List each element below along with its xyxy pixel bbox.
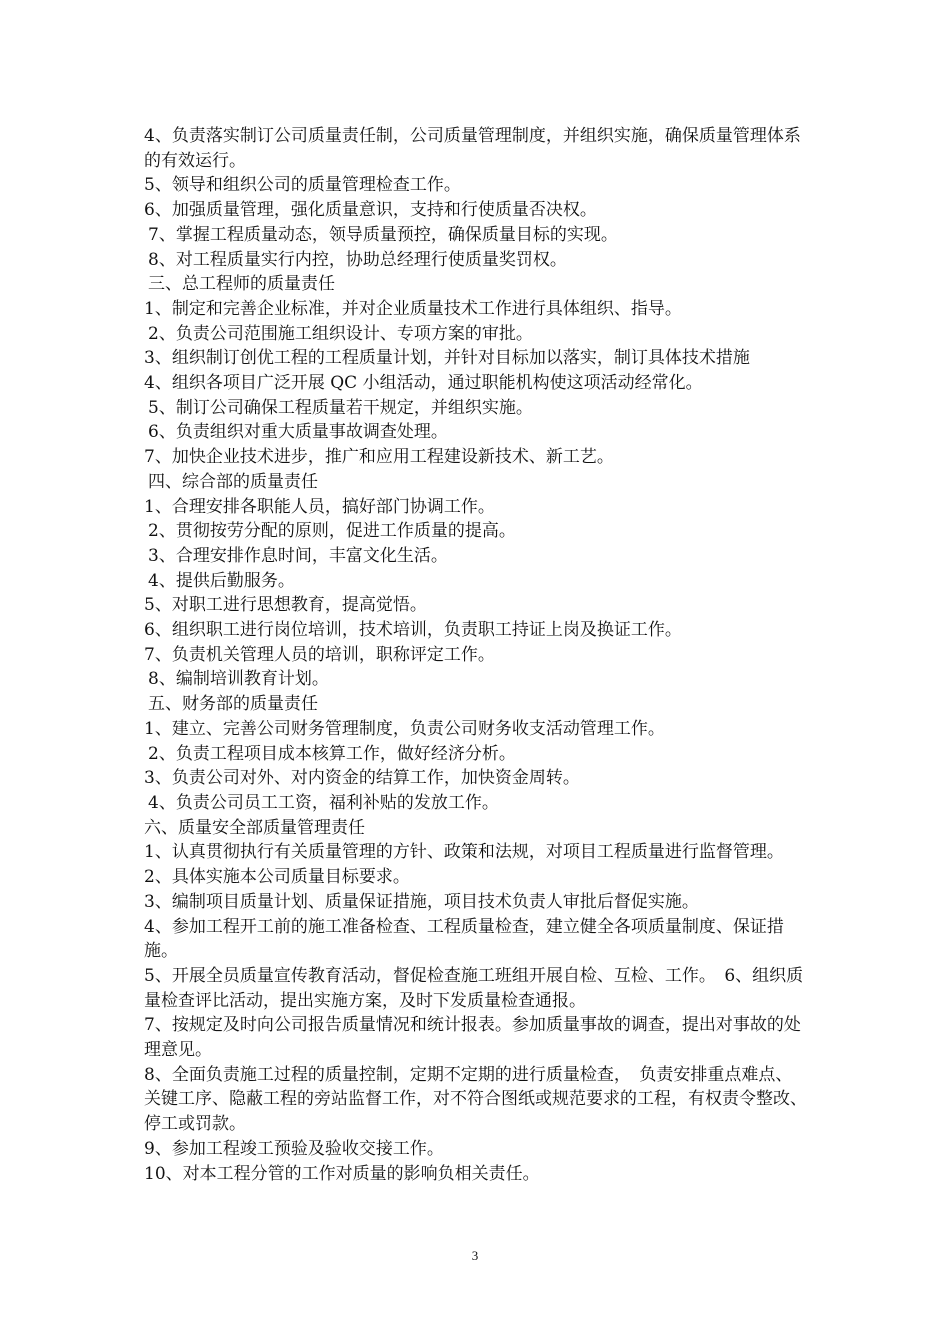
- text-line: 3、负责公司对外、对内资金的结算工作，加快资金周转。: [144, 768, 580, 789]
- page-body: [144, 124, 808, 1186]
- text-line: 7、负责机关管理人员的培训，职称评定工作。: [144, 644, 495, 665]
- text-line: 1、合理安排各职能人员，搞好部门协调工作。: [144, 496, 495, 517]
- section-heading: 三、总工程师的质量责任: [148, 274, 335, 295]
- text-line: 5、领导和组织公司的质量管理检查工作。: [144, 175, 461, 196]
- text-line: 3、组织制订创优工程的工程质量计划，并针对目标加以落实，制订具体技术措施: [144, 348, 750, 369]
- text-line: 2、负责公司范围施工组织设计、专项方案的审批。: [148, 323, 533, 344]
- text-line: 5、开展全员质量宣传教育活动，督促检查施工班组开展自检、互检、工作。 6、组织质量检查评比活动，提出实施方案，及时下发质量检查通报。: [144, 965, 804, 1011]
- text-line: 1、建立、完善公司财务管理制度，负责公司财务收支活动管理工作。: [144, 718, 665, 739]
- text-line: 1、制定和完善企业标准，并对企业质量技术工作进行具体组织、指导。: [144, 298, 682, 319]
- text-line: 8、编制培训教育计划。: [148, 669, 329, 690]
- text-line: 3、编制项目质量计划、质量保证措施，项目技术负责人审批后督促实施。: [144, 891, 699, 912]
- text-line: 4、提供后勤服务。: [148, 570, 295, 591]
- text-line: 8、全面负责施工过程的质量控制，定期不定期的进行质量检查， 负责安排重点难点、关键工序、隐蔽工程的旁站监督工作，对不符合图纸或规范要求的工程，有权责令整改、停工或罚款。: [144, 1064, 807, 1135]
- text-line: 6、加强质量管理，强化质量意识，支持和行使质量否决权。: [144, 200, 597, 221]
- text-line: 4、参加工程开工前的施工准备检查、工程质量检查，建立健全各项质量制度、保证措施。: [144, 916, 784, 962]
- text-line: 1、认真贯彻执行有关质量管理的方针、政策和法规，对项目工程质量进行监督管理。: [144, 842, 784, 863]
- text-line: 7、加快企业技术进步，推广和应用工程建设新技术、新工艺。: [144, 447, 614, 468]
- text-line: 9、参加工程竣工预验及验收交接工作。: [144, 1138, 444, 1159]
- page-number: 3: [471, 1248, 479, 1263]
- text-line: 4、负责落实制订公司质量责任制，公司质量管理制度，并组织实施，确保质量管理体系的有效运行。: [144, 126, 801, 171]
- section-heading: 六、质量安全部质量管理责任: [144, 817, 365, 838]
- text-line: 2、具体实施本公司质量目标要求。: [144, 867, 410, 888]
- text-line: 5、对职工进行思想教育，提高觉悟。: [144, 595, 427, 616]
- text-line: 7、按规定及时向公司报告质量情况和统计报表。参加质量事故的调查，提出对事故的处理意见。: [144, 1015, 801, 1061]
- text-line: 7、掌握工程质量动态，领导质量预控，确保质量目标的实现。: [148, 224, 618, 245]
- text-line: 2、负责工程项目成本核算工作，做好经济分析。: [148, 743, 516, 764]
- section-heading: 五、财务部的质量责任: [148, 694, 318, 715]
- text-line: 3、合理安排作息时间，丰富文化生活。: [148, 545, 448, 566]
- text-line: 5、制订公司确保工程质量若干规定，并组织实施。: [148, 397, 533, 418]
- text-line: 6、组织职工进行岗位培训，技术培训，负责职工持证上岗及换证工作。: [144, 620, 682, 641]
- section-heading: 四、综合部的质量责任: [148, 471, 318, 492]
- text-line: 2、贯彻按劳分配的原则，促进工作质量的提高。: [148, 521, 516, 542]
- text-line: 6、负责组织对重大质量事故调查处理。: [148, 422, 448, 443]
- text-line: 8、对工程质量实行内控，协助总经理行使质量奖罚权。: [148, 249, 567, 270]
- text-line: 4、负责公司员工工资，福利补贴的发放工作。: [148, 792, 499, 813]
- text-line: 10、对本工程分管的工作对质量的影响负相关责任。: [144, 1163, 540, 1184]
- text-line: 4、组织各项目广泛开展 QC 小组活动，通过职能机构使这项活动经常化。: [144, 373, 703, 394]
